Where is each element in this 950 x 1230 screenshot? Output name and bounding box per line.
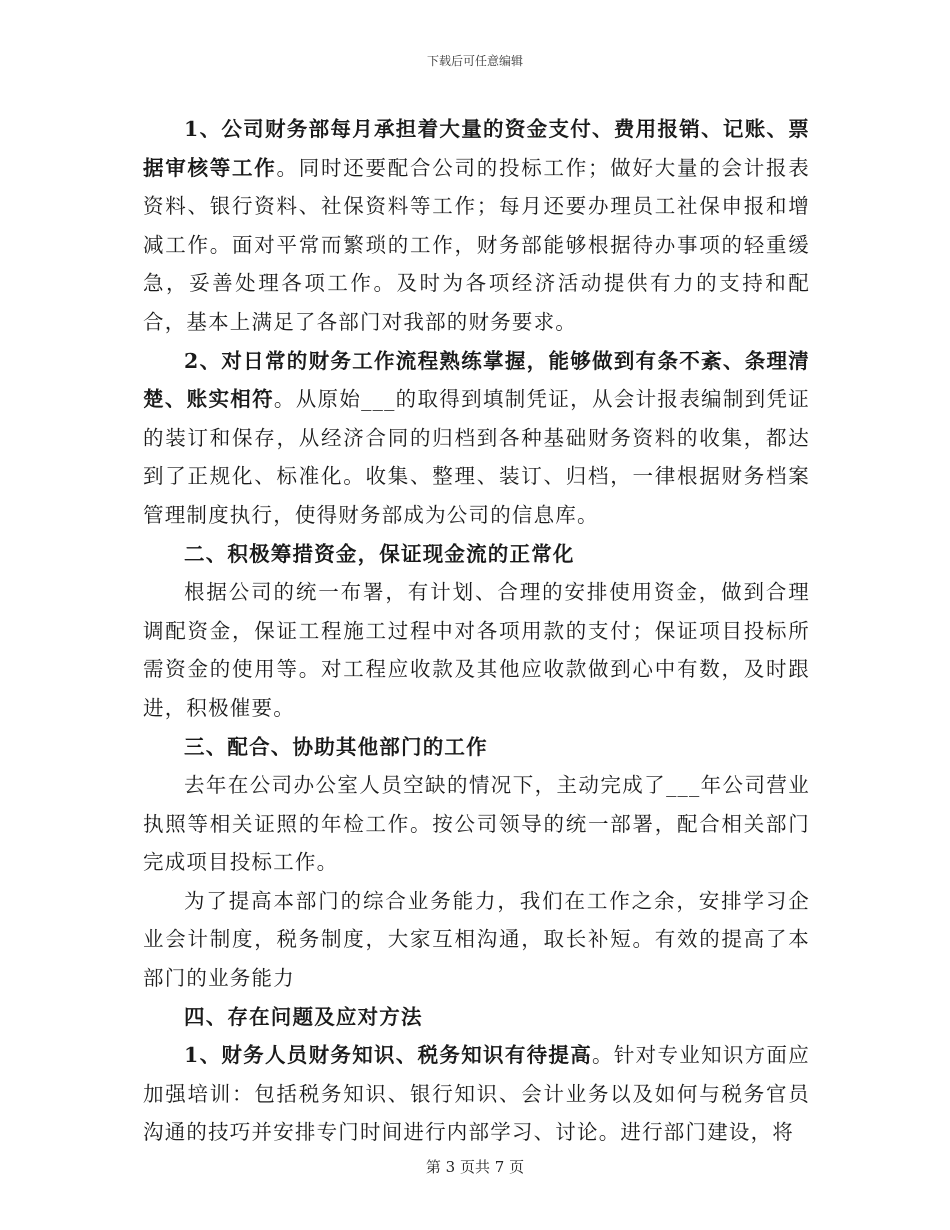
paragraph-6-lead: 1、财务人员财务知识、税务知识有待提高	[184, 1043, 593, 1068]
paragraph-2-lead: 2、对日常的财务工作流程熟练掌握，能够做到有条不紊、条理清楚、账实相符	[143, 348, 810, 412]
paragraph-1-lead: 1、公司财务部每月承担着大量的资金支付、费用报销、记账、票据审核等工作	[143, 117, 810, 180]
page-number: 第 3 页共 7 页	[425, 1158, 525, 1176]
section-heading-3: 三、配合、协助其他部门的工作	[184, 734, 488, 759]
paragraph-2-text: 。从原始___的取得到填制凭证，从会计报表编制到凭证的装订和保存，从经济合同的归档到各种基础财务资料的收集，都达到了正规化、标准化。收集、整理、装订、归档，一律根据财务档案管理制度执行，使得财务部成为公司的信息库。	[143, 387, 811, 527]
paragraph-6	[143, 1036, 810, 1152]
paragraph-1-text: 。同时还要配合公司的投标工作；做好大量的会计报表资料、银行资料、社保资料等工作；每月还要办理员工社保申报和增减工作。面对平常而繁琐的工作，财务部能够根据待办事项的轻重缓急，妥善处理各项工作。及时为各项经济活动提供有力的支持和配合，基本上满足了各部门对我部的财务要求。	[143, 155, 810, 334]
paragraph-4: 去年在公司办公室人员空缺的情况下，主动完成了___年公司营业执照等相关证照的年检工作。按公司领导的统一部署，配合相关部门完成项目投标工作。	[143, 773, 810, 875]
paragraph-5: 为了提高本部门的综合业务能力，我们在工作之余，安排学习企业会计制度，税务制度，大家互相沟通，取长补短。有效的提高了本部门的业务能力	[143, 888, 810, 991]
paragraph-3: 根据公司的统一布署，有计划、合理的安排使用资金，做到合理调配资金，保证工程施工过程中对各项用款的支付；保证项目投标所需资金的使用等。对工程应收款及其他应收款做到心中有数，及时跟进，积极催要。	[143, 580, 810, 720]
section-heading-4: 四、存在问题及应对方法	[184, 1004, 423, 1029]
paragraph-1	[143, 110, 810, 342]
document-body	[143, 110, 810, 1152]
paragraph-2	[143, 342, 810, 535]
paragraph-6-text: 。针对专业知识方面应加强培训：包括税务知识、银行知识、会计业务以及如何与税务官员沟通的技巧并安排专门时间进行内部学习、讨论。进行部门建设，将	[143, 1043, 810, 1145]
section-heading-2: 二、积极筹措资金，保证现金流的正常化	[184, 541, 575, 566]
page-header-note: 下载后可任意编辑	[426, 54, 523, 68]
